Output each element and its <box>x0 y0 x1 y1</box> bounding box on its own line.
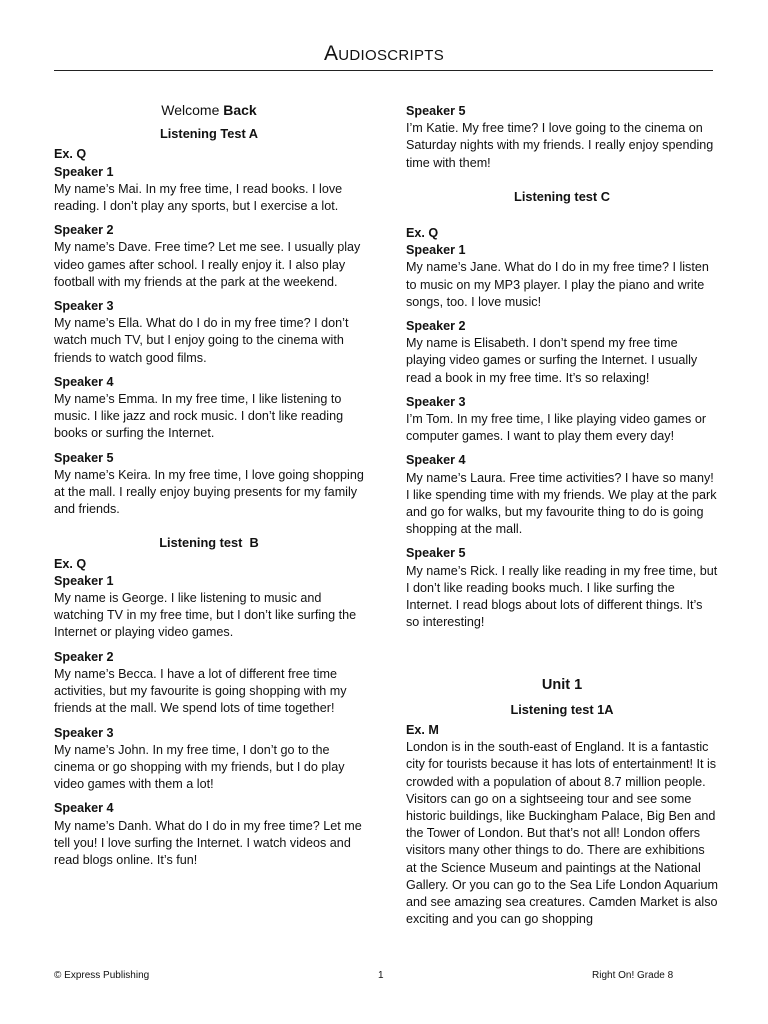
speaker-label: Speaker 2 <box>54 649 114 664</box>
speaker-label: Speaker 1 <box>54 573 114 588</box>
speaker-text: My name’s Ella. What do I do in my free time? I don’t watch much TV, but I enjoy going to the cinema with friends to watch good films. <box>54 316 349 365</box>
speaker-label: Speaker 1 <box>54 164 114 179</box>
passage-text: London is in the south-east of England. It is a fantastic city for tourists because it has lots of entertainment! It is crowded with a population of about 8.7 million people. Visitors can go on a sightseeing tour and see some historic buildings, like Buckingham Palace, Big Ben and the Tower of London. But that’s not all! London offers visitors many other things to do. There are exhibitions at the Science Museum and paintings at the National Gallery. Or you can go to the Sea Life London Aquarium and see amazing sea creatures. Camden Market is also exciting and you can go shopping <box>406 740 719 927</box>
speaker-text: My name’s Becca. I have a lot of different free time activities, but my favourite is going shopping with my friends at the mall. We spend lots of time together! <box>54 666 347 716</box>
exercise-label: Ex. M <box>406 722 439 737</box>
right-column <box>406 103 718 928</box>
speaker-text: My name’s John. In my free time, I don’t go to the cinema or go shopping with my friends, but I do play video games with them a lot! <box>54 742 345 792</box>
left-column <box>54 96 364 869</box>
test-1a-heading: Listening test 1A <box>510 701 614 717</box>
exercise-label: Ex. Q <box>54 556 87 571</box>
unit-heading: Unit 1 <box>541 677 583 694</box>
speaker-label: Speaker 5 <box>406 546 466 561</box>
footer-page-number: 1 <box>378 970 384 981</box>
speaker-text: I’m Tom. In my free time, I like playing video games or computer games. I want to play them every day! <box>406 412 707 444</box>
speaker-text: My name’s Rick. I really like reading in my free time, but I don’t like reading books much. I like surfing the Internet. I read blogs about lots of different things. It’s so interesting! <box>406 563 718 630</box>
speaker-label: Speaker 5 <box>54 450 114 465</box>
speaker-text: I’m Katie. My free time? I love going to the cinema on Saturday nights with my friends. I really enjoy spending time with them! <box>406 121 714 170</box>
footer-publisher: © Express Publishing <box>54 970 150 981</box>
speaker-text: My name’s Jane. What do I do in my free time? I listen to music on my MP3 player. I play the piano and write songs, too. I love music! <box>406 260 709 309</box>
title-divider <box>54 70 713 71</box>
exercise-label: Ex. Q <box>54 147 87 162</box>
test-a-heading: Listening Test A <box>159 126 259 142</box>
page-title: Audioscripts <box>323 42 445 65</box>
speaker-label: Speaker 5 <box>406 104 466 118</box>
speaker-text: My name’s Danh. What do I do in my free time? Let me tell you! I love surfing the Internet. I watch videos and read blogs online. It’s fun! <box>54 818 362 867</box>
speaker-label: Speaker 3 <box>54 725 114 740</box>
speaker-label: Speaker 4 <box>54 801 114 816</box>
speaker-label: Speaker 3 <box>54 299 114 314</box>
speaker-text: My name’s Emma. In my free time, I like listening to music. I like jazz and rock music. I don’t like reading books or surfing the Internet. <box>54 392 344 441</box>
speaker-label: Speaker 4 <box>54 374 114 389</box>
speaker-text: My name’s Laura. Free time activities? I have so many! I like spending time with my friends. We play at the park and go for walks, but my favourite thing to do is going shopping at the mall. <box>406 470 717 537</box>
footer-book-title: Right On! Grade 8 <box>592 970 674 981</box>
test-b-heading: Listening test B <box>159 535 259 551</box>
speaker-label: Speaker 1 <box>406 243 466 258</box>
speaker-label: Speaker 2 <box>54 223 114 238</box>
speaker-label: Speaker 2 <box>406 319 466 334</box>
test-c-heading: Listening test C <box>514 188 610 204</box>
exercise-label: Ex. Q <box>406 226 439 241</box>
speaker-text: My name’s Dave. Free time? Let me see. I usually play video games after school. I really enjoy it. I also play football with my friends at the park at the weekend. <box>54 240 361 289</box>
speaker-label: Speaker 4 <box>406 453 466 468</box>
speaker-text: My name is George. I like listening to music and watching TV in my free time, but I don’t like surfing the Internet or playing video games. <box>54 591 357 640</box>
speaker-label: Speaker 3 <box>406 394 466 409</box>
speaker-text: My name’s Mai. In my free time, I read books. I love reading. I don’t play any sports, but I exercise a lot. <box>54 181 343 214</box>
speaker-text: My name is Elisabeth. I don’t spend my free time playing video games or surfing the Internet. I usually read a book in my free time. It’s so relaxing! <box>406 336 698 385</box>
speaker-text: My name’s Keira. In my free time, I love going shopping at the mall. I really enjoy buying presents for my family and friends. <box>54 467 364 517</box>
welcome-heading: Welcome Back <box>161 102 257 118</box>
